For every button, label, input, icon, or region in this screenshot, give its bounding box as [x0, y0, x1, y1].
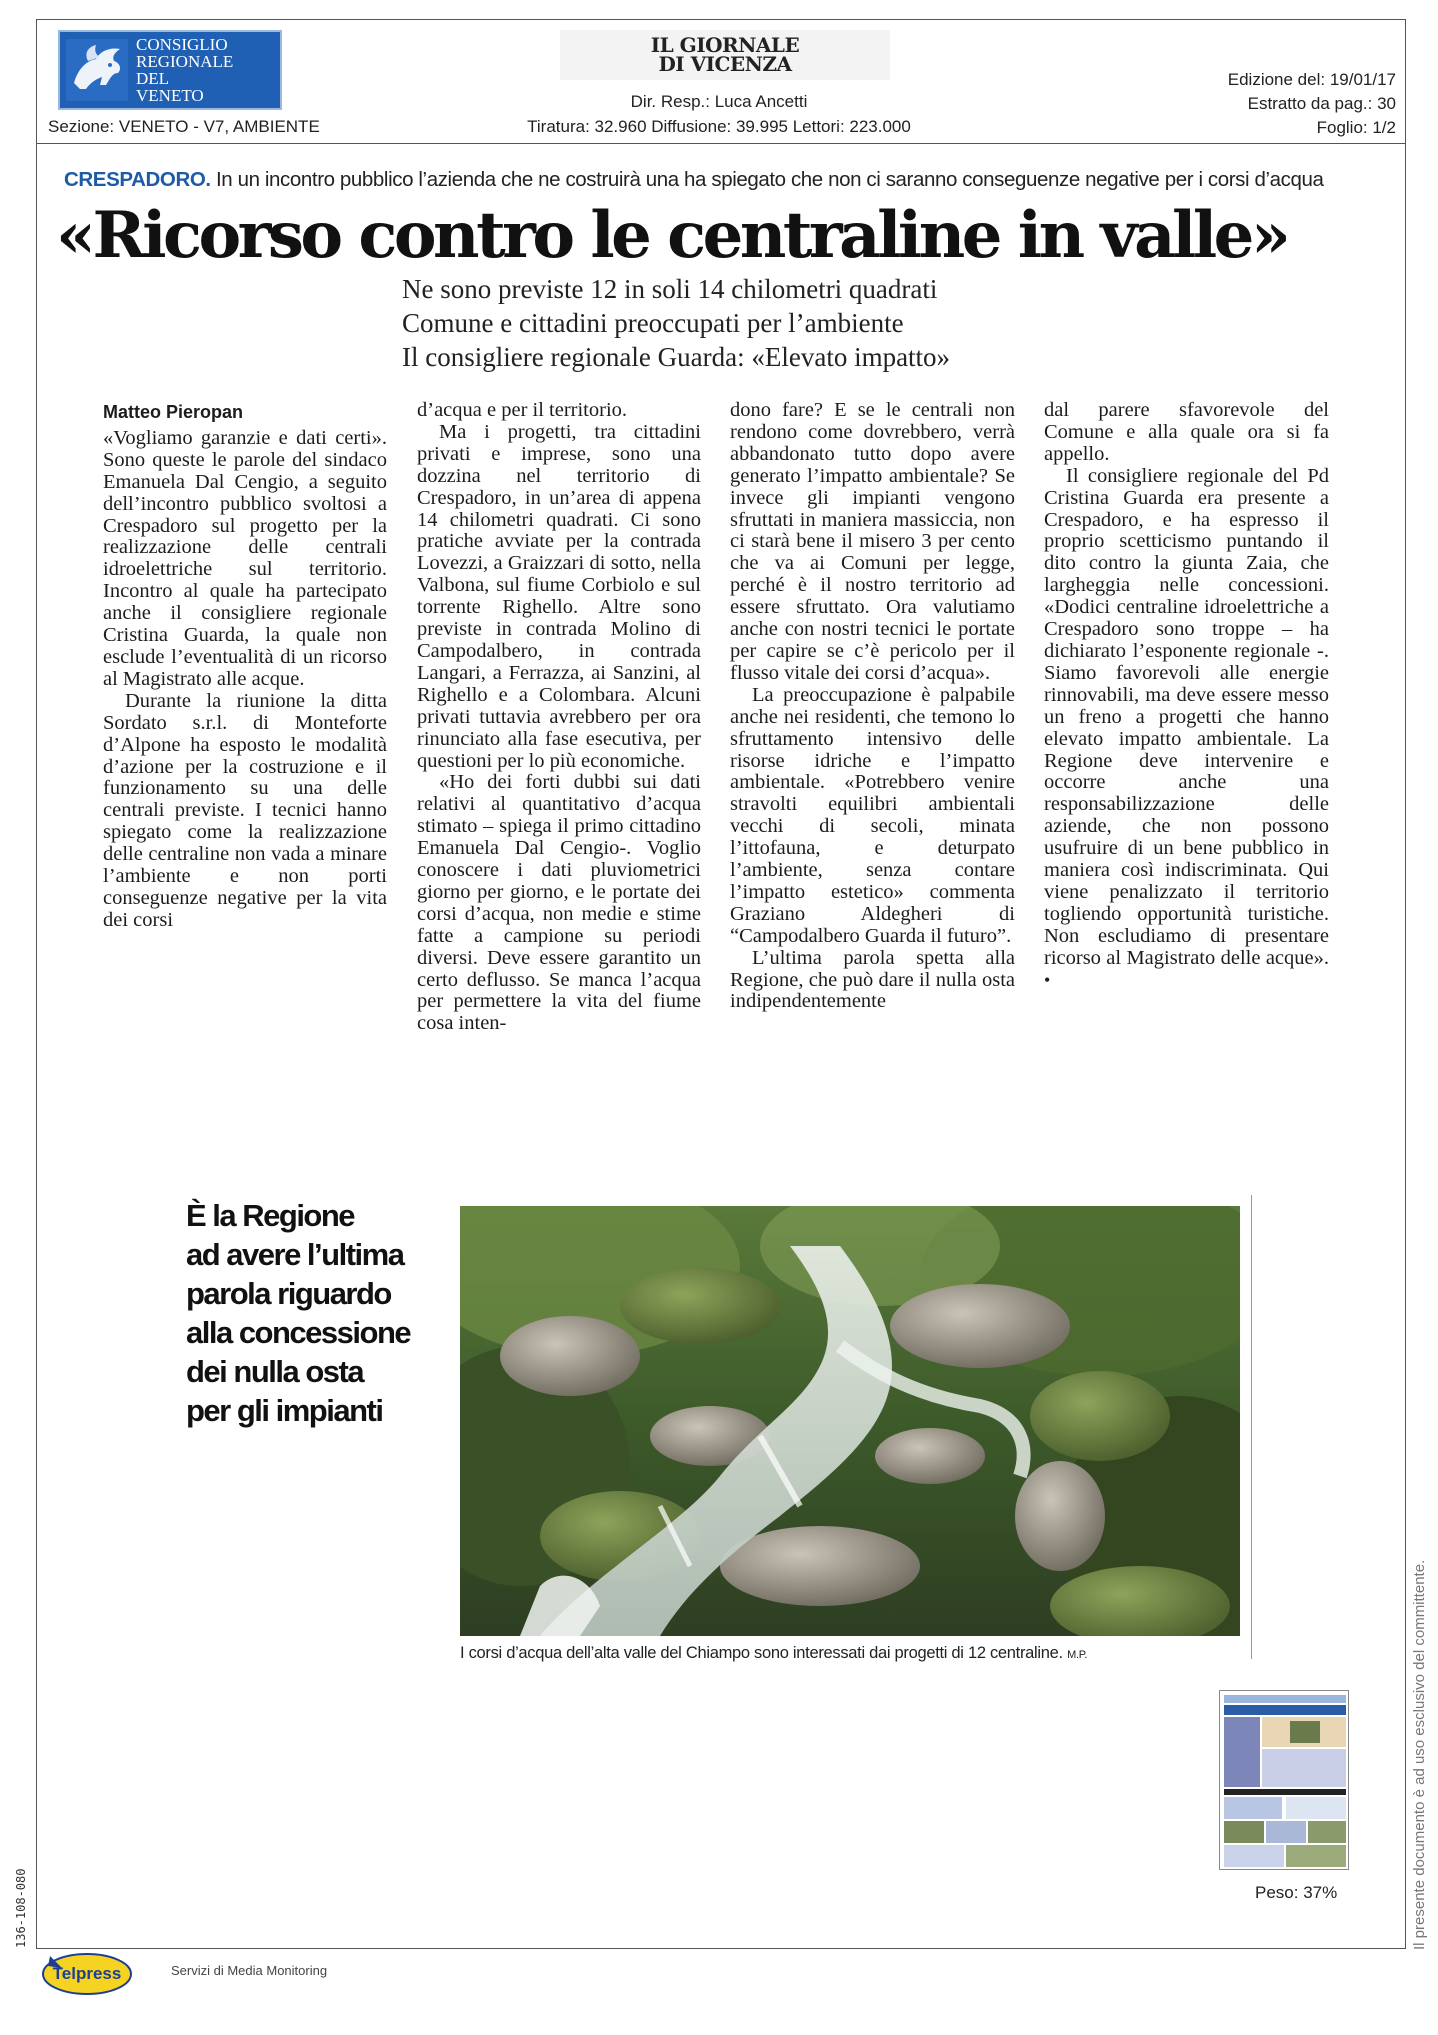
usage-note: Il presente documento è ad uso esclusivo del committente.	[1411, 1559, 1428, 1950]
end-mark: •	[1044, 969, 1051, 990]
pull-quote-line: dei nulla osta	[186, 1354, 364, 1389]
masthead-line: IL GIORNALE	[650, 33, 800, 57]
article-kicker	[64, 168, 1324, 192]
stream-photo	[460, 1206, 1240, 1636]
newspaper-masthead	[560, 30, 890, 80]
page-extract: Estratto da pag.: 30	[1247, 94, 1396, 113]
article-column-1	[103, 402, 387, 932]
footer-service-text: Servizi di Media Monitoring	[171, 1963, 328, 1978]
paragraph: dal parere sfavorevole del Comune e alla quale ora si fa appello.	[1044, 399, 1329, 465]
logo-line: DEL	[136, 69, 170, 88]
paragraph: d’acqua e per il territorio.	[417, 399, 628, 421]
article-subheads	[402, 272, 950, 374]
edition-date: Edizione del: 19/01/17	[1227, 70, 1396, 89]
section-label: Sezione: VENETO - V7, AMBIENTE	[48, 117, 320, 136]
article-column-3	[730, 400, 1015, 1013]
page-thumbnail	[1219, 1690, 1349, 1870]
pull-quote-line: ad avere l’ultima	[186, 1237, 404, 1272]
paragraph: La preoccupazione è palpabile anche nei residenti, che temono lo sfruttamento intensivo delle risorse idriche e l’impatto ambientale. «Potrebbero venire stravolti equilibri ambientali vecchi di secoli, minata l’ittofauna, e deturpato l’ambiente, senza contare l’impatto estetico» commenta Graziano Aldegheri di “Campodalbero Guarda il futuro”.	[730, 683, 1015, 947]
paragraph: Ma i progetti, tra cittadini privati e imprese, sono una dozzina nel territorio di Crespadoro, in un’area di appena 14 chilometri quadrati. Ci sono pratiche avviate per la contrada Lovezzi, a Graizzari di sotto, nella Valbona, sul fiume Corbiolo e sul torrente Righello. Altre sono previste in contrada Molino di Campodalbero, in contrada Langari, a Ferrazza, ai Sanzini, al Righello e a Colombara. Alcuni privati tuttavia avrebbero per ora rinunciato alla fase esecutiva, per questioni per lo più economiche.	[417, 420, 701, 772]
subhead: Ne sono previste 12 in soli 14 chilometri quadrati	[402, 274, 938, 304]
article-column-4	[1044, 400, 1329, 991]
weight-label: Peso: 37%	[1255, 1883, 1338, 1902]
caption-text: I corsi d’acqua dell’alta valle del Chiampo sono interessati dai progetti di 12 centraline.	[460, 1644, 1063, 1662]
paragraph-text: Il consigliere regionale del Pd Cristina Guarda era presente a Crespadoro, e ha espresso il proprio scetticismo puntando il dito contro la giunta Zaia, che largheggia nelle concessioni. «Dodici centraline idroelettriche a Crespadoro sono troppe – ha dichiarato l’esponente regionale -. Siamo favorevoli alle energie rinnovabili, ma deve essere messo un freno a progetti che hanno elevato impatto ambientale. La Regione deve intervenire e occorre anche una responsabilizzazione delle aziende, che non possono usufruire di un bene pubblico in maniera così indiscriminata. Qui viene penalizzato il territorio togliendo opportunità turistiche. Non escludiamo di presentare ricorso al Magistrato delle acque».	[1044, 464, 1329, 969]
logo-line: CONSIGLIO	[136, 35, 228, 54]
article-column-2	[417, 400, 701, 1035]
paragraph: Durante la riunione la ditta Sordato s.r.l. di Monteforte d’Alpone ha esposto le modalità d’azione per la costruzione e il funzionamento su una delle centrali previste. I tecnici hanno spiegato come la realizzazione delle centraline non vada a minare l’ambiente e non porti conseguenze negative per la vita dei corsi	[103, 689, 387, 931]
pull-quote-line: alla concessione	[186, 1315, 411, 1350]
caption-credit: M.P.	[1067, 1649, 1088, 1661]
pull-quote	[186, 1196, 410, 1430]
pull-quote-line: parola riguardo	[186, 1276, 391, 1311]
sheet-number: Foglio: 1/2	[1316, 118, 1396, 137]
paragraph: dono fare? E se le centrali non rendono come dovrebbero, verrà abbandonato tutto dopo avere generato l’impatto ambientale? Se invece gli impianti vengono sfruttati in maniera massiccia, non ci starà bene il misero 3 per cento che va ai Comuni per legge, perché è il nostro territorio ad essere sfruttato. Ora valutiamo anche con nostri tecnici le portate per capire se c’è pericolo per il flusso vitale dei corsi d’acqua».	[730, 399, 1015, 684]
photo-divider	[1251, 1195, 1252, 1659]
paragraph: «Ho dei forti dubbi sui dati relativi al quantitativo d’acqua stimato – spiega il primo cittadino Emanuela Dal Cengio-. Voglio conoscere i dati pluviometrici giorno per giorno, e le portate dei corsi d’acqua, non medie e stime fatte a campione su periodi diversi. Deve essere garantito un certo deflusso. Se manca l’acqua per permettere la vita del fiume cosa inten-	[417, 771, 701, 1035]
paragraph: «Vogliamo garanzie e dati certi». Sono queste le parole del sindaco Emanuela Dal Cengio, a seguito dell’incontro pubblico svoltosi a Crespadoro sul progetto per la realizzazione delle centrali idroelettriche sul territorio. Incontro al quale ha partecipato anche il consigliere regionale Cristina Guarda, la quale non esclude l’eventualità di un ricorso al Magistrato alle acque.	[103, 426, 387, 690]
telpress-logo	[40, 1946, 135, 1998]
kicker-place: CRESPADORO.	[64, 168, 211, 191]
article-headline: «Ricorso contro le centraline in valle»	[56, 198, 1288, 273]
masthead-line: DI VICENZA	[658, 52, 792, 76]
director-line: Dir. Resp.: Luca Ancetti	[630, 92, 808, 111]
pull-quote-line: per gli impianti	[186, 1393, 383, 1428]
paragraph: L’ultima parola spetta alla Regione, che può dare il nulla osta indipendentemente	[730, 946, 1015, 1013]
subhead: Comune e cittadini preoccupati per l’ambiente	[402, 308, 904, 338]
telpress-wordmark: Telpress	[52, 1964, 122, 1983]
kicker-text: In un incontro pubblico l’azienda che ne costruirà una ha spiegato che non ci saranno conseguenze negative per i corsi d’acqua	[216, 168, 1324, 191]
pull-quote-line: È la Regione	[186, 1198, 355, 1233]
subhead: Il consigliere regionale Guarda: «Elevato impatto»	[402, 342, 951, 372]
paragraph	[1044, 466, 1329, 992]
document-code: 136-108-080	[14, 1868, 28, 1948]
photo-caption	[460, 1644, 1087, 1663]
logo-line: REGIONALE	[136, 52, 234, 71]
circulation-line: Tiratura: 32.960 Diffusione: 39.995 Lettori: 223.000	[527, 117, 911, 136]
header-divider	[36, 143, 1406, 144]
logo-line: VENETO	[136, 86, 204, 105]
byline: Matteo Pieropan	[103, 402, 244, 422]
edition-info	[1228, 68, 1396, 140]
